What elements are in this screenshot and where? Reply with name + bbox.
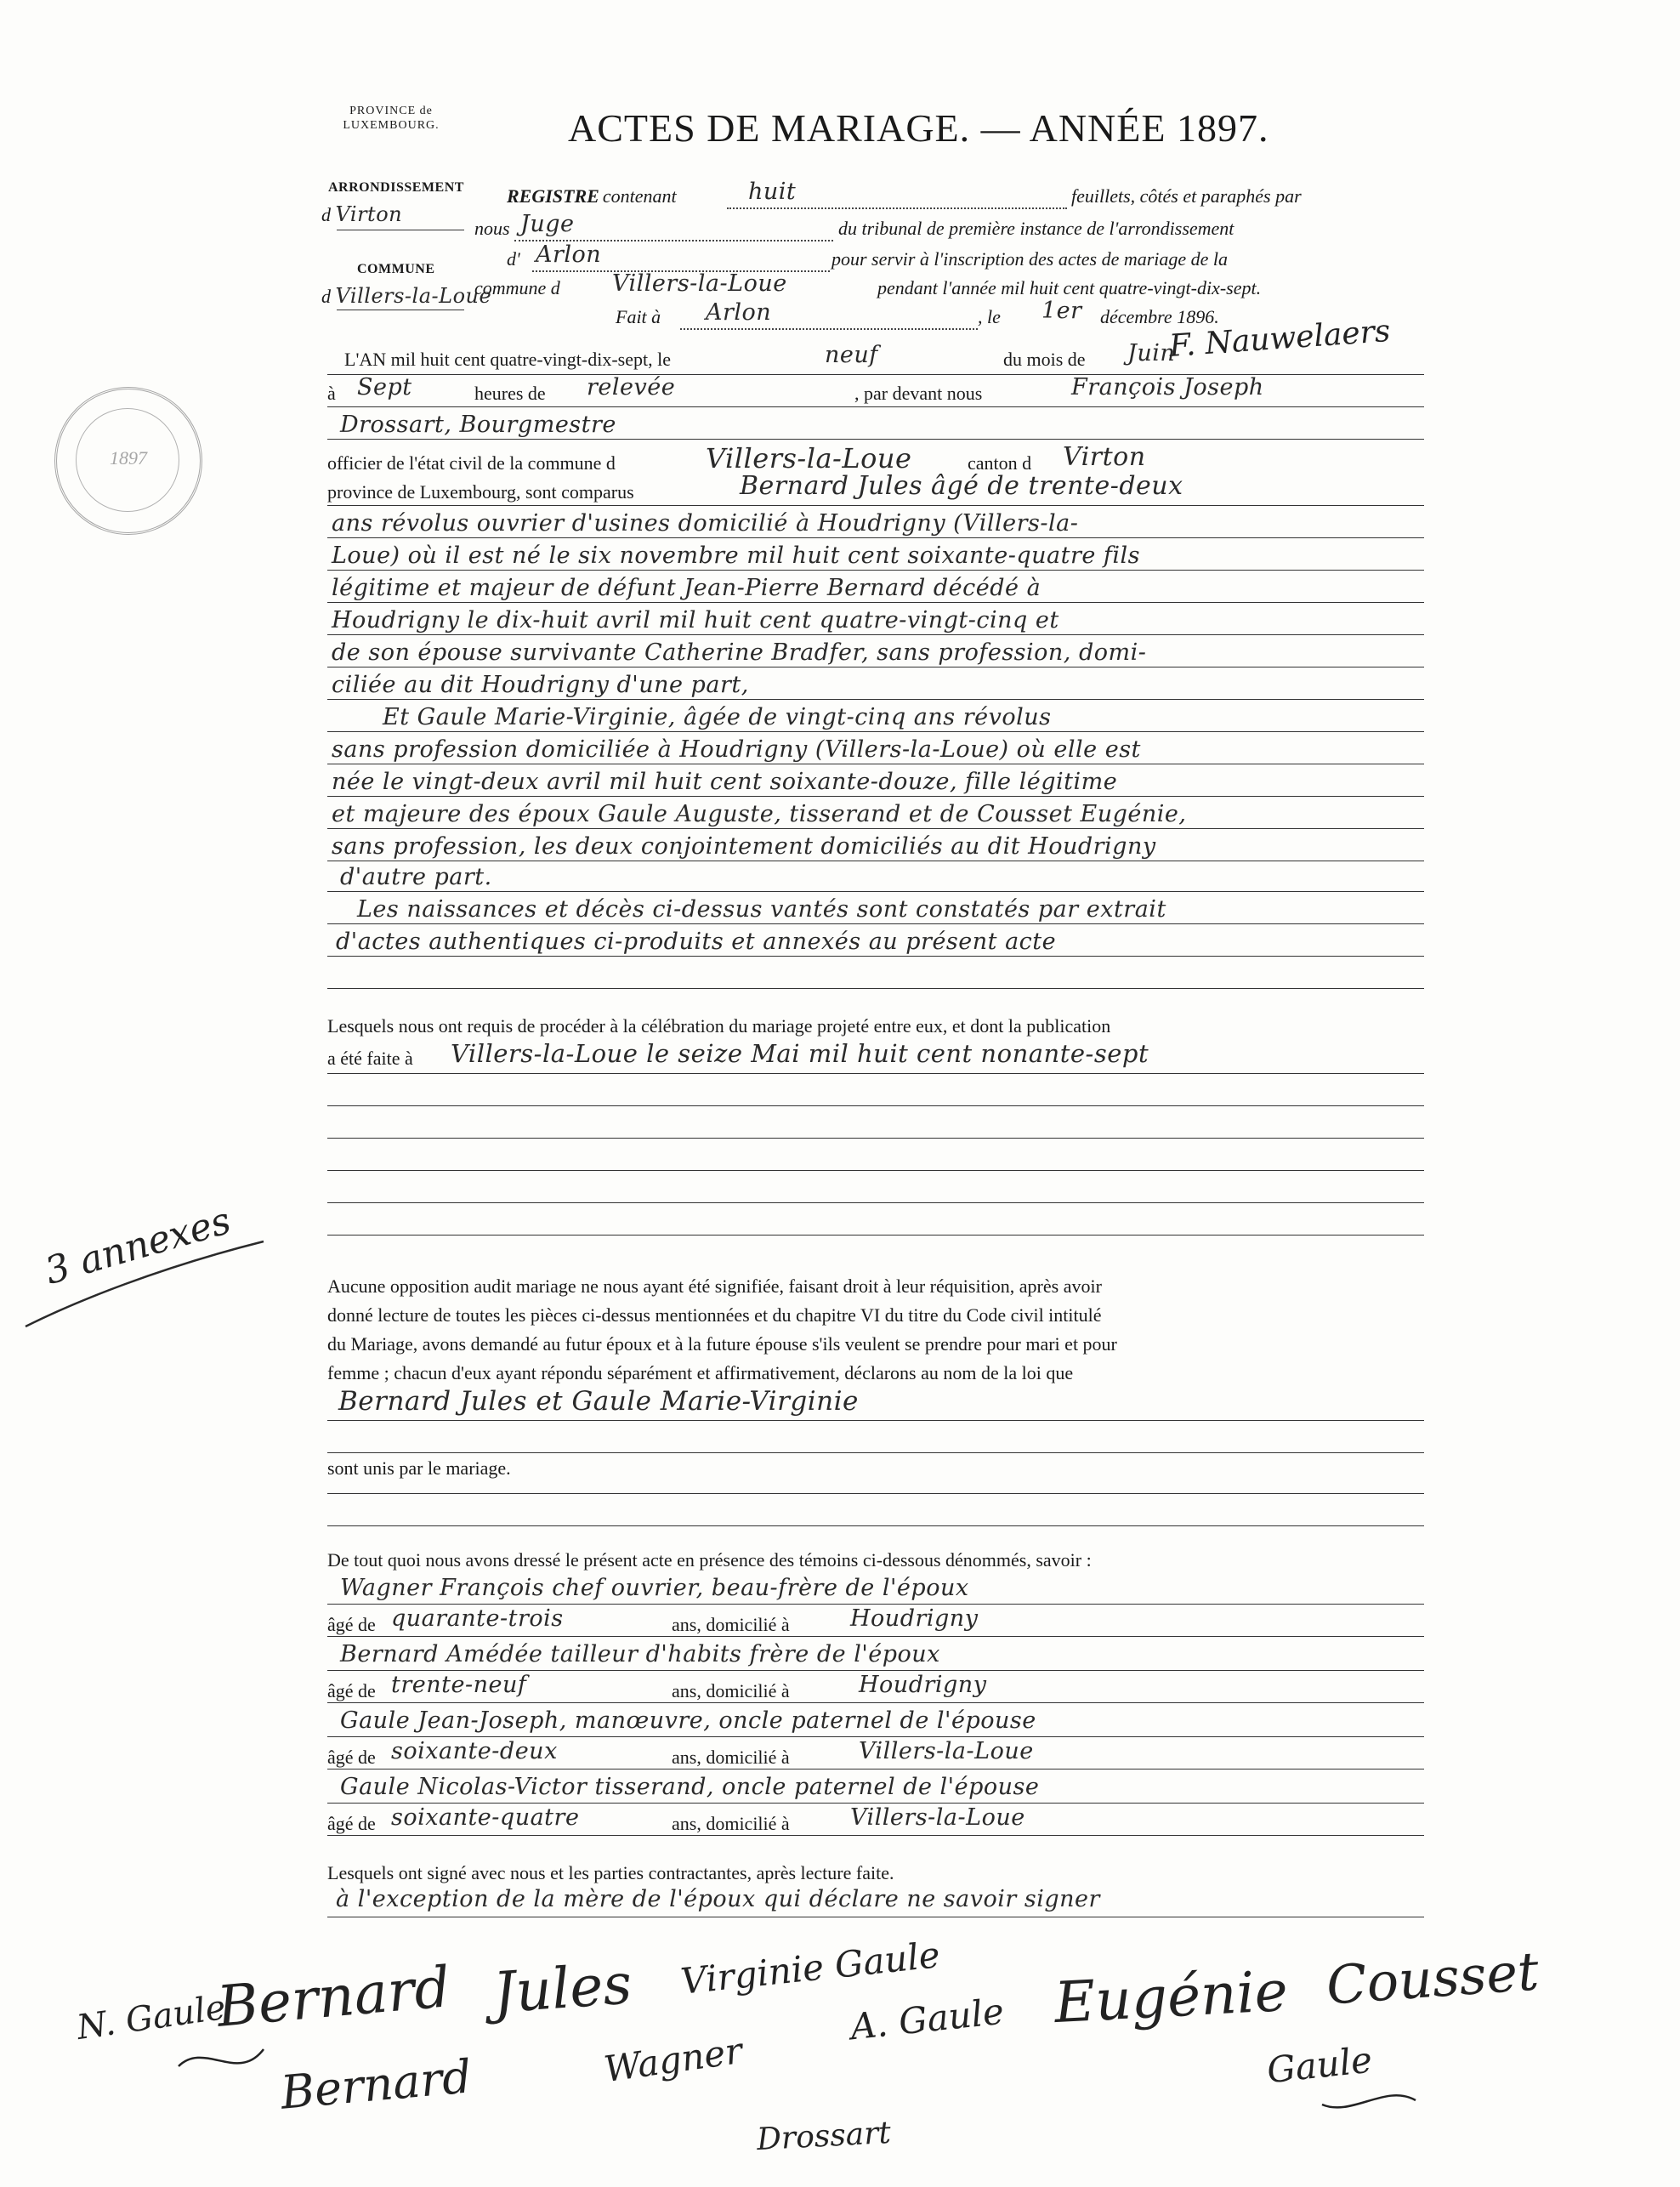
naissance-line-1: d'actes authentiques ci-produits et annexés au présent acte (336, 929, 1057, 955)
witness-3-age-label: âgé de (327, 1747, 376, 1768)
witness-4-domicile: Villers-la-Loue (850, 1804, 1025, 1831)
witness-1-domicile: Houdrigny (850, 1605, 979, 1632)
witness-3-domicile: Villers-la-Loue (859, 1738, 1034, 1764)
bride-line-0: Et Gaule Marie-Virginie, âgée de vingt-cinq ans révolus (383, 704, 1052, 730)
signature-drossart: Drossart (756, 2115, 892, 2158)
naissance-line-0: Les naissances et décès ci-dessus vantés sont constatés par extrait (357, 896, 1166, 923)
exception-text: à l'exception de la mère de l'époux qui déclare ne savoir signer (336, 1886, 1100, 1912)
witness-2-age: trente-neuf (391, 1672, 527, 1698)
act-hour: Sept (357, 374, 412, 400)
canton-label: canton d (968, 452, 1032, 474)
signature-eugenie: Eugénie (1053, 1957, 1290, 2036)
feuillets-count: huit (748, 179, 797, 205)
opposition-line-1: donné lecture de toutes les pièces ci-dessus mentionnées et du chapitre VI du titre du Code civil intitulé (327, 1304, 1102, 1326)
bride-line-1: sans profession domiciliée à Houdrigny (Villers-la-Loue) où elle est (332, 736, 1141, 763)
officier-text: officier de l'état civil de la commune d (327, 452, 616, 474)
date-day: 1er (1041, 298, 1082, 324)
officier-commune: Villers-la-Loue (706, 442, 912, 474)
commune-hw: Villers-la-Loue (612, 270, 787, 297)
margin-flourish-icon (9, 1233, 281, 1335)
signature-gaule: Gaule (1264, 2038, 1375, 2092)
arrondissement-prefix: d (321, 204, 331, 225)
nous-label: nous (474, 218, 510, 239)
fait-label: Fait à (616, 306, 661, 327)
province-text: province de Luxembourg, sont comparus (327, 481, 634, 503)
groom-line-0: Bernard Jules âgé de trente-deux (740, 471, 1183, 501)
temoins-text: De tout quoi nous avons dressé le présent acte en présence des témoins ci-dessous dénommés, savoir : (327, 1549, 1092, 1571)
publication-print: a été faite à (327, 1048, 413, 1069)
signature-bernard-2: Bernard (278, 2049, 474, 2120)
witness-2-ans-label: ans, domicilié à (672, 1680, 790, 1701)
commune-prefix: d (321, 286, 331, 307)
act-month: Juin (1127, 340, 1176, 366)
groom-line-6: ciliée au dit Houdrigny d'une part, (332, 672, 749, 698)
signature-bernard-1: Bernard (214, 1954, 453, 2040)
groom-line-4: Houdrigny le dix-huit avril mil huit cent quatre-vingt-cinq et (332, 607, 1059, 633)
le-label: , le (978, 306, 1001, 327)
opposition-line-2: du Mariage, avons demandé au futur époux et à la future épouse s'ils veulent se prendre pour mari et pour (327, 1333, 1117, 1355)
signature-n-gaule: N. Gaule (74, 1987, 229, 2048)
commune-value: Villers-la-Loue (335, 284, 492, 308)
opposition-line-0: Aucune opposition audit mariage ne nous ayant été signifiée, faisant droit à leur réquisition, après avoir (327, 1275, 1102, 1297)
witness-4-age: soixante-quatre (391, 1804, 580, 1831)
act-mois-label: du mois de (1003, 349, 1086, 370)
bride-line-3: et majeure des époux Gaule Auguste, tisserand et de Cousset Eugénie, (332, 801, 1187, 827)
fait-value: Arlon (706, 299, 772, 326)
canton-value: Virton (1063, 442, 1146, 472)
witness-3-ans-label: ans, domicilié à (672, 1747, 790, 1768)
arrondissement-value: Virton (335, 202, 403, 226)
act-a-label: à (327, 383, 336, 404)
commune-label: COMMUNE (357, 262, 435, 276)
seal-stamp-icon: 1897 (54, 387, 202, 535)
arr-prefix: d' (507, 248, 520, 270)
nous-value: Juge (520, 211, 575, 237)
pendant-text: pendant l'année mil huit cent quatre-vingt-dix-sept. (877, 277, 1262, 298)
tribunal-text: du tribunal de première instance de l'arrondissement (838, 218, 1234, 239)
signature-flourish-icon (170, 2032, 272, 2083)
witness-1-age-label: âgé de (327, 1614, 376, 1635)
act-heures-label: heures de (474, 383, 546, 404)
bride-line-2: née le vingt-deux avril mil huit cent soixante-douze, fille légitime (332, 769, 1118, 795)
unis-text: sont unis par le mariage. (327, 1457, 511, 1479)
witness-4-ans-label: ans, domicilié à (672, 1813, 790, 1834)
feuillets-text: feuillets, côtés et paraphés par (1071, 185, 1302, 207)
arr-value: Arlon (536, 241, 602, 268)
couple-names: Bernard Jules et Gaule Marie-Virginie (338, 1386, 859, 1417)
act-devant-label: , par devant nous (854, 383, 983, 404)
groom-line-5: de son épouse survivante Catherine Bradfer, sans profession, domi- (332, 639, 1147, 666)
signature-a-gaule: A. Gaule (848, 1990, 1007, 2048)
witness-3-age: soixante-deux (391, 1738, 558, 1764)
arrondissement-label: ARRONDISSEMENT (328, 180, 464, 195)
act-line1-print: L'AN mil huit cent quatre-vingt-dix-sept, le (344, 349, 671, 370)
witness-4-desc: Gaule Nicolas-Victor tisserand, oncle paternel de l'épouse (340, 1774, 1040, 1800)
act-officer-name: François Joseph (1071, 374, 1264, 400)
province-label: PROVINCE de LUXEMBOURG. (343, 105, 440, 132)
bride-line-5: d'autre part. (340, 864, 492, 890)
contenant-label: contenant (602, 185, 677, 207)
registre-label: REGISTRE (507, 185, 599, 207)
act-day: neuf (825, 342, 878, 368)
act-officer-title: Drossart, Bourgmestre (340, 412, 616, 438)
opposition-line-3: femme ; chacun d'eux ayant répondu séparément et affirmativement, déclarons au nom de la loi que (327, 1362, 1074, 1383)
groom-line-2: Loue) où il est né le six novembre mil huit cent soixante-quatre fils (332, 542, 1141, 569)
witness-2-age-label: âgé de (327, 1680, 376, 1701)
witness-2-desc: Bernard Amédée tailleur d'habits frère de l'époux (340, 1641, 940, 1667)
witness-2-domicile: Houdrigny (859, 1672, 987, 1698)
groom-line-1: ans révolus ouvrier d'usines domicilié à Houdrigny (Villers-la- (332, 510, 1079, 537)
date-text: décembre 1896. (1100, 306, 1219, 327)
signature-cousset: Cousset (1324, 1940, 1541, 2017)
witness-1-ans-label: ans, domicilié à (672, 1614, 790, 1635)
paraphe-signature: F. Nauwelaers (1167, 313, 1392, 365)
witness-4-age-label: âgé de (327, 1813, 376, 1834)
publication-hw: Villers-la-Loue le seize Mai mil huit cent nonante-sept (451, 1039, 1149, 1068)
signe-text: Lesquels ont signé avec nous et les parties contractantes, après lecture faite. (327, 1862, 894, 1883)
act-soir: relevée (587, 374, 676, 400)
lesquels-text: Lesquels nous ont requis de procéder à la célébration du mariage projeté entre eux, et dont la publication (327, 1015, 1111, 1037)
witness-1-desc: Wagner François chef ouvrier, beau-frère de l'époux (340, 1575, 969, 1601)
signature-jules: Jules (491, 1951, 634, 2026)
signature-virginie-gaule: Virginie Gaule (678, 1934, 942, 2002)
page-title: ACTES DE MARIAGE. — ANNÉE 1897. (568, 106, 1269, 150)
bride-line-4: sans profession, les deux conjointement domiciliés au dit Houdrigny (332, 833, 1156, 860)
witness-3-desc: Gaule Jean-Joseph, manœuvre, oncle paternel de l'épouse (340, 1707, 1036, 1734)
signature-wagner: Wagner (601, 2029, 746, 2091)
groom-line-3: légitime et majeur de défunt Jean-Pierre Bernard décédé à (332, 575, 1041, 601)
signature-flourish-icon (1318, 2075, 1420, 2117)
margin-note: 3 annexes (40, 1199, 236, 1293)
witness-1-age: quarante-trois (391, 1605, 564, 1632)
commune-text: commune d (474, 277, 560, 298)
pour-text: pour servir à l'inscription des actes de mariage de la (831, 248, 1229, 270)
